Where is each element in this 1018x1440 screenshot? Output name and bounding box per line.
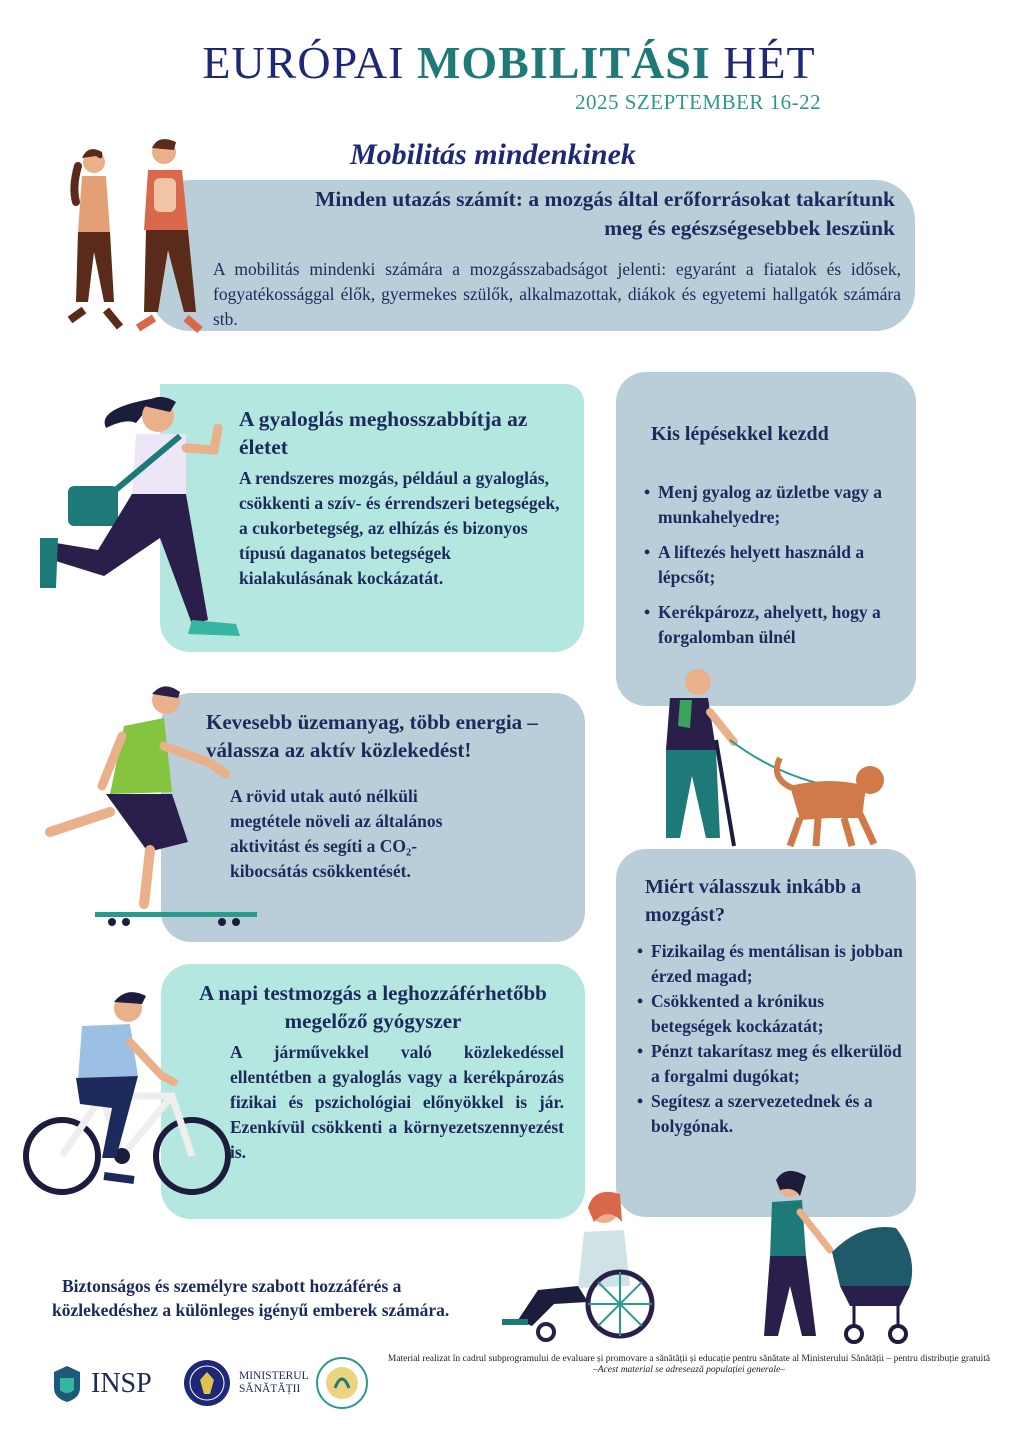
- list-item: • Fizikailag és mentálisan is jobban érzed magad;: [637, 939, 907, 989]
- insp-label: INSP: [91, 1368, 152, 1399]
- fuel-text: A rövid utak autó nélküli megtétele növeli az általános aktivitást és segíti a CO₂-kibocsátás csökkentését.: [230, 786, 443, 881]
- health-program-logo-icon: [315, 1356, 369, 1410]
- wheelchair-user-illustration: [498, 1186, 668, 1346]
- list-item: • A liftezés helyett használd a lépcsőt;: [644, 540, 912, 590]
- event-date: 2025 SZEPTEMBER 16-22: [575, 90, 822, 114]
- man-with-dog-illustration: [630, 668, 900, 853]
- government-seal-icon: [182, 1358, 232, 1408]
- why-list: [637, 939, 907, 1139]
- access-text: Biztonságos és személyre szabott hozzáférés a közlekedéshez a különleges igényű emberek számára.: [52, 1276, 450, 1320]
- small-steps-list: [644, 480, 912, 660]
- subtitle: Mobilitás mindenkinek: [350, 138, 636, 171]
- parent-with-stroller-illustration: [750, 1166, 925, 1346]
- walking-heading: A gyaloglás meghosszabbítja az életet: [239, 407, 528, 459]
- list-item: • Menj gyalog az üzletbe vagy a munkahelyedre;: [644, 480, 912, 530]
- walking-couple-illustration: [58, 132, 208, 342]
- list-item: • Csökkented a krónikus betegségek kockázatát;: [637, 989, 907, 1039]
- list-item: • Pénzt takarítasz meg és elkerülöd a forgalmi dugókat;: [637, 1039, 907, 1089]
- page-title: EURÓPAI MOBILITÁSI HÉT: [202, 37, 816, 88]
- small-steps-heading: Kis lépésekkel kezdd: [651, 423, 829, 445]
- intro-heading: Minden utazás számít: a mozgás által erőforrásokat takarítunk meg és egészségesebbek leszünk: [315, 187, 895, 240]
- walking-text: A rendszeres mozgás, például a gyaloglás, csökkenti a szív- és érrendszeri betegségek, a cukorbetegség, az elhízás és bizonyos típusú daganatos betegségek kialakulásának kockázatát.: [239, 468, 560, 588]
- exercise-text: A járművekkel való közlekedéssel ellentétben a gyaloglás vagy a kerékpározás fizikai és pszichológiai előnyökkel is jár. Ezenkívül csökkenti a környezetszennyezést is.: [230, 1042, 564, 1162]
- list-item: • Segítesz a szervezetednek és a bolygónak.: [637, 1089, 907, 1139]
- why-heading: Miért válasszuk inkább a mozgást?: [645, 876, 862, 926]
- intro-text: A mobilitás mindenki számára a mozgásszabadságot jelenti: egyaránt a fiatalok és idősek, fogyatékossággal élők, gyermekes szülők, alkalmazottak, diákok és egyetemi hallgatók számára stb.: [213, 259, 901, 329]
- fuel-heading: Kevesebb üzemanyag, több energia – válassza az aktív közlekedést!: [206, 710, 538, 762]
- exercise-heading: A napi testmozgás a leghozzáférhetőbb megelőző gyógyszer: [199, 981, 547, 1033]
- skateboarder-illustration: [40, 682, 265, 927]
- walking-woman-illustration: [36, 388, 246, 648]
- list-item: • Kerékpározz, ahelyett, hogy a forgalomban ülnél: [644, 600, 912, 650]
- insp-logo-icon: [52, 1364, 82, 1404]
- footer-note: Material realizat în cadrul subprogramului de evaluare și promovare a sănătății și educație pentru sănătate al Ministerului Sănătății – pentru distribuție gratuită –Acest material se adresează populației generale–: [387, 1354, 991, 1375]
- ministry-label: MINISTERUL SĂNĂTĂȚII: [239, 1370, 309, 1395]
- cyclist-illustration: [22, 986, 232, 1212]
